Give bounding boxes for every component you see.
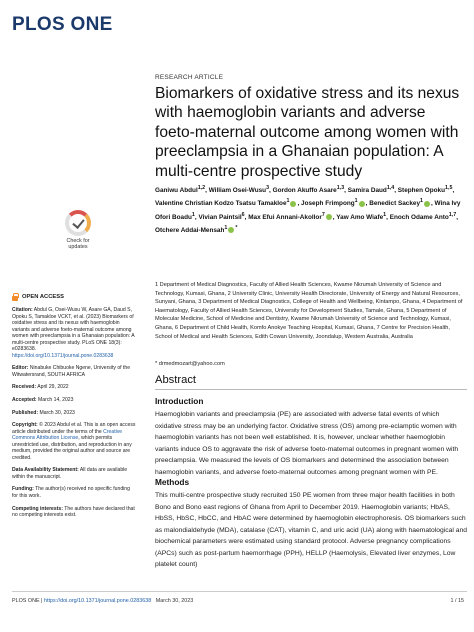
author-affiliation-sup: 1,3 xyxy=(336,185,345,191)
methods-heading: Methods xyxy=(155,477,190,487)
license-link[interactable]: Creative Commons Attribution License xyxy=(12,428,123,442)
article-type: RESEARCH ARTICLE xyxy=(155,74,224,81)
copyright-block: Copyright: © 2023 Abdul et al. This is an open access article distributed under the terms of the Creative Commons Attribution License, which permits unrestricted use, distribution, and reproduction in any medium, provided the original author and source are credited. xyxy=(12,422,136,461)
author-name[interactable]: Joseph Frimpong xyxy=(301,200,355,208)
journal-logo[interactable]: PLOS ONE xyxy=(12,14,113,35)
author-affiliation-sup: 1,4 xyxy=(386,185,395,191)
funding-block: Funding: The author(s) received no specific funding for this work. xyxy=(12,486,130,500)
editor-block: Editor: Ninabuke Chibuoke Ngene, University of the Witwatersrand, SOUTH AFRICA xyxy=(12,365,131,378)
author-name[interactable]: William Osei-Wusu xyxy=(208,187,267,195)
footer-doi-link[interactable]: https://doi.org/10.1371/journal.pone.0283638 xyxy=(43,598,152,604)
article-sidebar xyxy=(12,293,137,525)
page-number: 1 / 15 xyxy=(450,598,464,604)
author-affiliation-sup: 1 xyxy=(286,198,290,205)
article-title: Biomarkers of oxidative stress and its nexus with haemoglobin variants and adverse foeto-maternal outcome among women with preeclampsia in a Ghanaian population: A multi-centre prospective study xyxy=(155,85,460,180)
author-name[interactable]: Yaw Amo Wiafe xyxy=(336,213,384,221)
orcid-icon[interactable] xyxy=(424,201,430,207)
author-affiliation-sup: 1 xyxy=(224,224,228,231)
author-affiliation-sup: 1,2 xyxy=(197,185,206,191)
received-date: Received: April 29, 2022 xyxy=(12,384,69,391)
page-footer: PLOS ONE | https://doi.org/10.1371/journal.pone.0283638 March 30, 2023 xyxy=(12,598,194,604)
competing-interests-block: Competing interests: The authors have declared that no competing interests exist. xyxy=(12,505,135,519)
author-affiliation-sup: 1 xyxy=(191,211,195,218)
author-name[interactable]: Max Efui Annani-Akollor xyxy=(248,213,322,221)
author-name[interactable]: Wina Ivy Ofori Boadu xyxy=(155,200,461,221)
open-lock-icon xyxy=(12,293,18,301)
author-name[interactable]: Benedict Sackey xyxy=(369,200,421,208)
accepted-date: Accepted: March 14, 2023 xyxy=(12,397,74,404)
author-affiliation-sup: 1 xyxy=(354,198,358,205)
introduction-heading: Introduction xyxy=(155,396,204,406)
author-name[interactable]: Otchere Addai-Mensah xyxy=(155,227,225,235)
author-list: Ganiwu Abdul$^{1,2}$, William Osei-Wusu$^3$, Gordon Akuffo Asare$^{1,3}$, Samira Daud$^{1,4}$, Stephen Opoku$^{1,5}$, Valentine Christian Kodzo Tsatsu Tamakloe$^1$ , Joseph Frimpong$^1$ , Benedict Sackey$^1$ , Wina Ivy Ofori Boadu$^1$, Vivian Paintsil$^6$, Max Efui Annani-Akollor$^7$ , Yaw Amo Wiafe$^1$, Enoch Odame Anto$^{1,7}$, Otchere Addai-Mensah$^1$ * xyxy=(155,185,461,235)
published-date: Published: March 30, 2023 xyxy=(12,409,75,416)
check-updates-label: Check for updates xyxy=(66,238,90,251)
author-name[interactable]: Enoch Odame Anto xyxy=(389,213,449,221)
introduction-text: Haemoglobin variants and preeclampsia (PE) are associated with adverse fatal events of which oxidative stress may be an underlying factor. Oxidative stress (OS) among pre-eclamptic women with haemoglobin variants has not been well established. It is, however, unclear whether haemoglobin variants induce OS to aggravate the risk of adverse foeto-maternal outcomes in pregnant women with preeclampsia. We measured the levels of OS biomarkers and determined the association between haemoglobin variants, and adverse foeto-maternal outcomes among pregnant women with PE. xyxy=(155,411,459,476)
check-updates-icon xyxy=(65,210,91,236)
orcid-icon[interactable] xyxy=(326,214,332,220)
open-access-label: OPEN ACCESS xyxy=(12,293,137,301)
footer-date: March 30, 2023 xyxy=(155,598,194,604)
footer-divider xyxy=(12,591,467,592)
methods-text: This multi-centre prospective study recruited 150 PE women from three major health facilities in both Bono and Bono east regions of Ghana from April to December 2019. Haemoglobin variants; HbAS, HbSS, HbSC, HbCC, and HbAC were determined by haemoglobin electrophoresis. OS biomarkers such as malondialdehyde (MDA), catalase (CAT), vitamin C, and uric acid (UA) along with haematological and biochemical parameters were estimated using standard protocol. Adverse pregnancy complications (APCs) such as post-partum haemorrhage (PPH), HELLP (Haemolysis, Elevated liver enzymes, Low platelet count) xyxy=(155,492,468,568)
author-affiliation-sup: 7 xyxy=(321,211,325,218)
author-name[interactable]: Valentine Christian Kodzo Tsatsu Tamakloe xyxy=(155,200,287,208)
footer-journal: PLOS ONE xyxy=(12,598,40,604)
affiliations xyxy=(155,281,467,341)
corresponding-mark: * xyxy=(235,224,238,231)
abstract-divider xyxy=(155,389,467,390)
author-affiliation-sup: 1 xyxy=(420,198,423,205)
author-name[interactable]: Stephen Opoku xyxy=(397,187,446,195)
author-affiliation-sup: 1 xyxy=(383,211,387,218)
correspondence-email[interactable]: * drmedmozart@yahoo.com xyxy=(155,361,225,367)
orcid-icon[interactable] xyxy=(228,227,234,233)
author-affiliation-sup: 3 xyxy=(266,185,270,191)
affiliation-text: 1 Department of Medical Diagnostics, Faculty of Allied Health Sciences, Kwame Nkrumah University of Science and Technology, Kumasi, Ghana, 2 University Clinic, University Health Directorate, University of Energy and Natural Resources, Sunyani, Ghana, 3 Department of Medical Diagnostics, College of Health and Wellbeing, Kintampo, Ghana, 4 Department of Haematology, Faculty of Allied Health Sciences, University for Development Studies, Tamale, Ghana, 5 Department of Molecular Medicine, School of Medicine and Dentistry, Kwame Nkrumah University of Science and Technology, Kumasi, Ghana, 6 Department of Child Health, Komfo Anokye Teaching Hospital, Kumasi, Ghana, 7 Centre for Precision Health, School of Medical and Health Sciences, Edith Cowan University, Joondalup, Western Australia, Australia xyxy=(155,282,463,340)
author-affiliation-sup: 6 xyxy=(241,211,245,218)
check-for-updates-badge[interactable] xyxy=(58,210,98,262)
data-availability-block: Data Availability Statement: All data are available within the manuscript. xyxy=(12,467,128,480)
author-name[interactable]: Samira Daud xyxy=(347,187,387,195)
orcid-icon[interactable] xyxy=(290,201,296,207)
author-name[interactable]: Vivian Paintsil xyxy=(198,213,242,221)
citation-block: Citation: Abdul G, Osei-Wusu W, Asare GA, Daud S, Opoku S, Tamakloe VCKT, et al. (2023) Biomarkers of oxidative stress and its nexus with haemoglobin variants and adverse foeto-maternal outcome among women with preeclampsia in a Ghanaian population: A multi-centre prospective study. PLoS ONE 18(3): e0283638. https://doi.org/10.1371/journal.pone.0283638 xyxy=(12,307,135,359)
orcid-icon[interactable] xyxy=(359,201,365,207)
author-affiliation-sup: 1,5 xyxy=(445,185,453,191)
abstract-heading: Abstract xyxy=(155,374,197,386)
author-name[interactable]: Gordon Akuffo Asare xyxy=(272,187,337,195)
author-affiliation-sup: 1,7 xyxy=(448,211,457,218)
citation-doi-link[interactable]: https://doi.org/10.1371/journal.pone.0283638 xyxy=(12,352,114,359)
author-name[interactable]: Ganiwu Abdul xyxy=(155,187,198,195)
